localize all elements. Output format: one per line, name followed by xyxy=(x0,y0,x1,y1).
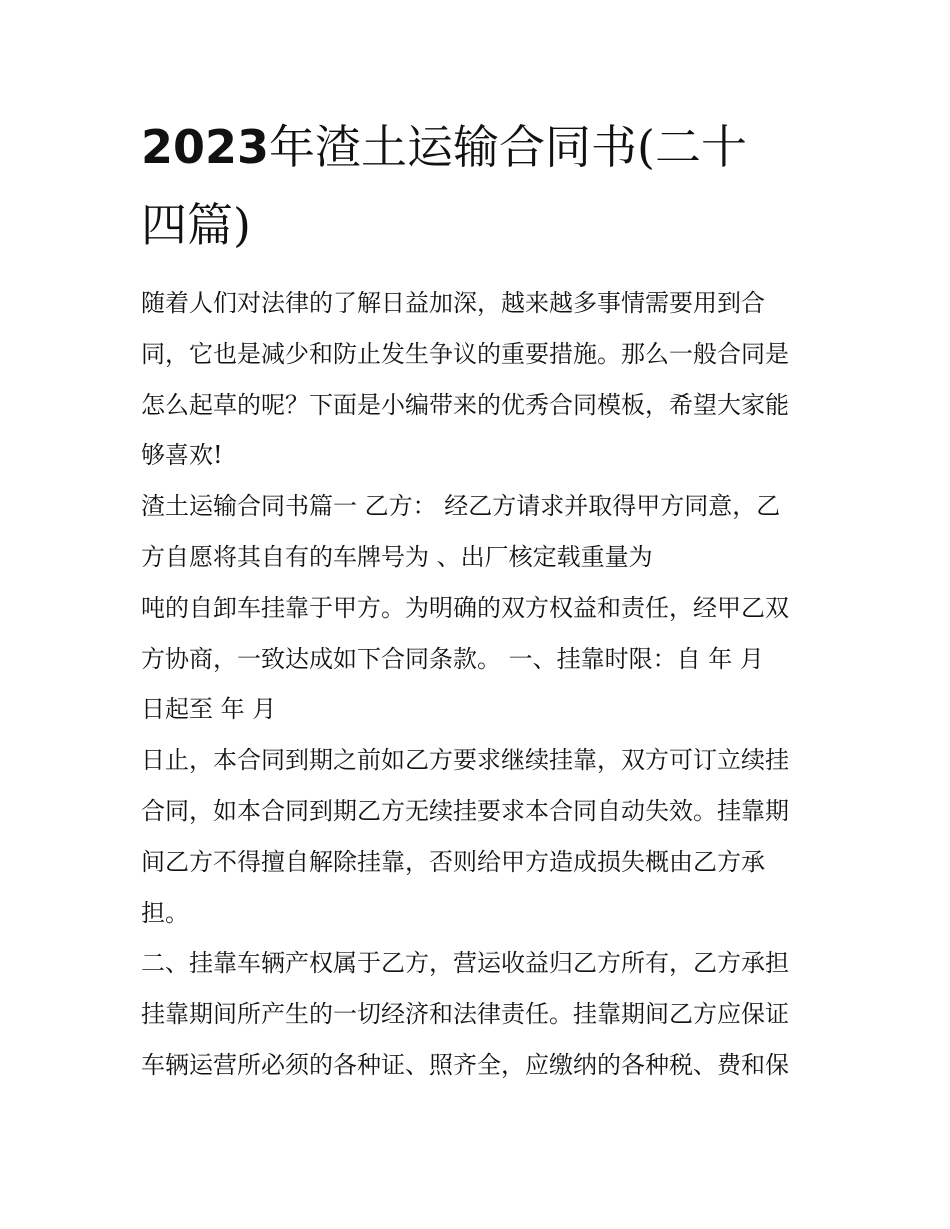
title-year: 2023 xyxy=(141,120,270,174)
text-line: 怎么起草的呢？下面是小编带来的优秀合同模板，希望大家能 xyxy=(141,390,789,419)
text-line: 日止，本合同到期之前如乙方要求继续挂靠，双方可订立续挂 xyxy=(141,746,789,775)
document-title xyxy=(141,108,821,264)
text-line: 方协商，一致达成如下合同条款。 一、挂靠时限：自 年 月 xyxy=(141,644,764,673)
text-line: 日起至 年 月 xyxy=(141,695,277,724)
text-line: 吨的自卸车挂靠于甲方。为明确的双方权益和责任，经甲乙双 xyxy=(141,593,789,622)
text-line: 二、挂靠车辆产权属于乙方，营运收益归乙方所有，乙方承担 xyxy=(141,949,789,978)
text-line: 方自愿将其自有的车牌号为 、出厂核定载重量为 xyxy=(141,542,653,571)
text-line: 担。 xyxy=(141,898,189,927)
document-body xyxy=(141,108,821,1091)
title-line-2: 四篇) xyxy=(141,198,251,252)
text-line: 够喜欢! xyxy=(141,441,223,470)
text-line: 挂靠期间所产生的一切经济和法律责任。挂靠期间乙方应保证 xyxy=(141,1000,789,1029)
text-line: 随着人们对法律的了解日益加深，越来越多事情需要用到合 xyxy=(141,289,765,317)
document-text xyxy=(141,278,821,1091)
text-line: 车辆运营所必须的各种证、照齐全，应缴纳的各种税、费和保 xyxy=(141,1050,789,1079)
text-line: 间乙方不得擅自解除挂靠，否则给甲方造成损失概由乙方承 xyxy=(141,847,765,876)
title-line-1-text: 年渣土运输合同书(二十 xyxy=(269,120,747,174)
text-line: 合同，如本合同到期乙方无续挂要求本合同自动失效。挂靠期 xyxy=(141,796,789,825)
text-line: 渣土运输合同书篇一 乙方： 经乙方请求并取得甲方同意，乙 xyxy=(141,492,781,521)
text-line: 同，它也是减少和防止发生争议的重要措施。那么一般合同是 xyxy=(141,339,789,368)
title-line-1 xyxy=(141,120,747,174)
